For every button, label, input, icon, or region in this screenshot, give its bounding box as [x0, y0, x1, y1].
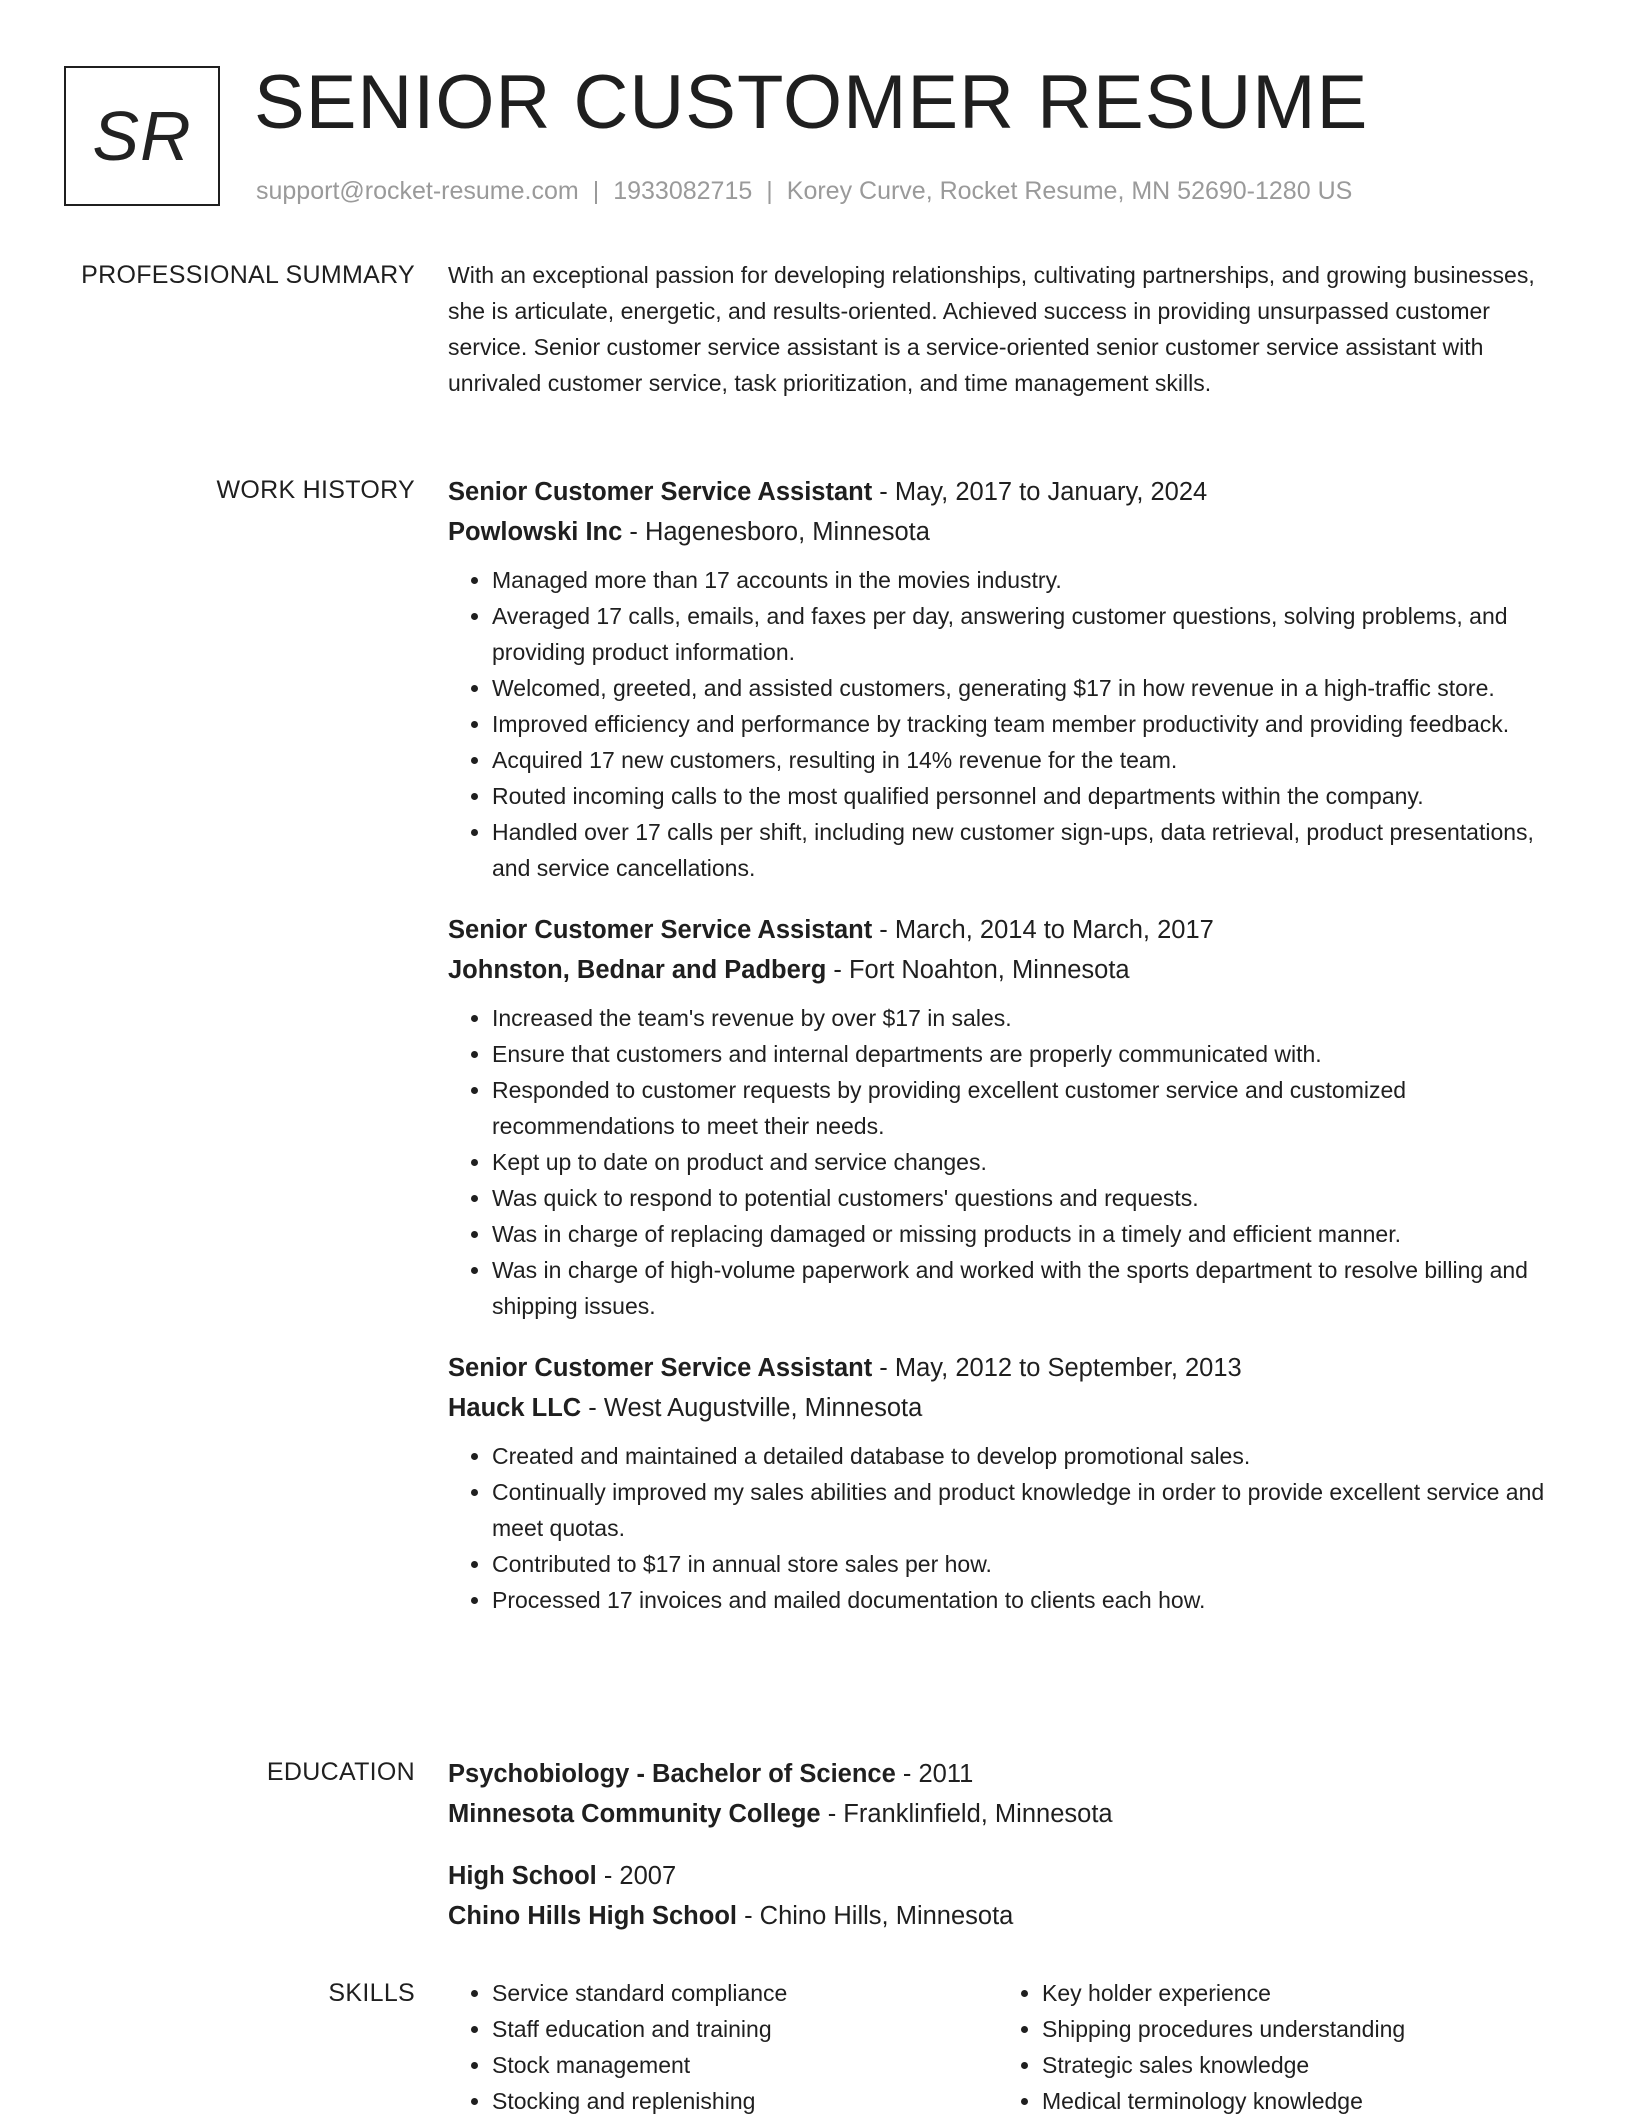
job-bullet: • Contributed to $17 in annual store sales per how. — [492, 1546, 1573, 1582]
contact-address: Korey Curve, Rocket Resume, MN 52690-1280 US — [786, 177, 1353, 205]
section-label-skills: SKILLS — [328, 1979, 415, 2007]
education-entry — [448, 1856, 1573, 1936]
job-bullet: • Kept up to date on product and service changes. — [492, 1144, 1573, 1180]
school: Minnesota Community College — [448, 1800, 821, 1828]
job-title-line — [448, 472, 1573, 512]
job-bullets — [448, 562, 1573, 886]
skill-item: • Key holder experience — [1042, 1975, 1548, 2011]
job-bullet: • Routed incoming calls to the most qualified personnel and departments within the company. — [492, 778, 1573, 814]
school-line — [448, 1794, 1573, 1834]
section-label-summary: PROFESSIONAL SUMMARY — [81, 261, 415, 289]
monogram-initials: SR — [92, 97, 192, 175]
school-line — [448, 1896, 1573, 1936]
job-bullet: • Improved efficiency and performance by tracking team member productivity and providing feedback. — [492, 706, 1573, 742]
job-company-line — [448, 950, 1573, 990]
job-title: Senior Customer Service Assistant — [448, 1354, 873, 1382]
skill-item: • Service standard compliance — [492, 1975, 998, 2011]
job-location: - Hagenesboro, Minnesota — [622, 518, 930, 546]
job-location: - Fort Noahton, Minnesota — [826, 956, 1130, 984]
contact-line — [256, 174, 1352, 208]
job-bullet: • Continually improved my sales abilities and product knowledge in order to provide excellent service and meet quotas. — [492, 1474, 1573, 1546]
job-bullet: • Averaged 17 calls, emails, and faxes per day, answering customer questions, solving problems, and providing product information. — [492, 598, 1573, 670]
section-label-education: EDUCATION — [266, 1758, 415, 1786]
skill-item: • Staff education and training — [492, 2011, 998, 2047]
job-bullet: • Handled over 17 calls per shift, including new customer sign-ups, data retrieval, product presentations, and service cancellations. — [492, 814, 1573, 886]
degree-line — [448, 1754, 1573, 1794]
skills-list-left — [448, 1975, 998, 2119]
job-bullet: • Acquired 17 new customers, resulting in 14% revenue for the team. — [492, 742, 1573, 778]
job-bullet: • Responded to customer requests by providing excellent customer service and customized recommendations to meet their needs. — [492, 1072, 1573, 1144]
contact-separator: | — [592, 177, 600, 205]
degree: Psychobiology - Bachelor of Science — [448, 1760, 896, 1788]
skill-item: • Shipping procedures understanding — [1042, 2011, 1548, 2047]
job-bullet: • Was in charge of replacing damaged or missing products in a timely and efficient manner. — [492, 1216, 1573, 1252]
contact-separator: | — [766, 177, 773, 205]
job-bullet: • Was in charge of high-volume paperwork and worked with the sports department to resolve billing and shipping issues. — [492, 1252, 1573, 1324]
school-location: - Franklinfield, Minnesota — [820, 1800, 1113, 1828]
job-company: Powlowski Inc — [448, 518, 623, 546]
job-title: Senior Customer Service Assistant — [448, 478, 873, 506]
skills-columns — [448, 1975, 1573, 2119]
job-company: Johnston, Bednar and Padberg — [448, 956, 827, 984]
skill-item: • Stock management — [492, 2047, 998, 2083]
job-bullet: • Was quick to respond to potential customers' questions and requests. — [492, 1180, 1573, 1216]
degree-year: - 2011 — [895, 1760, 974, 1788]
skills-list-right — [998, 1975, 1548, 2119]
contact-phone[interactable]: 1933082715 — [613, 177, 753, 205]
degree-line — [448, 1856, 1573, 1896]
job-bullet: • Created and maintained a detailed database to develop promotional sales. — [492, 1438, 1573, 1474]
job-title-line — [448, 910, 1573, 950]
job-bullet: • Welcomed, greeted, and assisted customers, generating $17 in how revenue in a high-traffic store. — [492, 670, 1573, 706]
job-bullet: • Increased the team's revenue by over $17 in sales. — [492, 1000, 1573, 1036]
job-company: Hauck LLC — [448, 1394, 582, 1422]
contact-email[interactable]: support@rocket-resume.com — [256, 177, 579, 205]
job-company-line — [448, 512, 1573, 552]
job-title-line — [448, 1348, 1573, 1388]
job-bullet: • Ensure that customers and internal departments are properly communicated with. — [492, 1036, 1573, 1072]
job-dates: - May, 2012 to September, 2013 — [872, 1354, 1242, 1382]
degree-year: - 2007 — [596, 1862, 677, 1890]
resume-title: SENIOR CUSTOMER RESUME — [254, 60, 1369, 145]
degree: High School — [448, 1862, 597, 1890]
summary-text: With an exceptional passion for developing relationships, cultivating partnerships, and growing businesses, she is articulate, energetic, and results-oriented. Achieved success in providing unsurpassed customer service. Senior customer service assistant is a service-oriented senior customer service assistant with unrivaled customer service, task prioritization, and time management skills. — [448, 262, 1535, 396]
job-bullet: • Processed 17 invoices and mailed documentation to clients each how. — [492, 1582, 1573, 1618]
job-bullets — [448, 1438, 1573, 1618]
job-title: Senior Customer Service Assistant — [448, 916, 873, 944]
job-bullet: • Managed more than 17 accounts in the movies industry. — [492, 562, 1573, 598]
job-company-line — [448, 1388, 1573, 1428]
job-entry — [448, 910, 1573, 1324]
job-dates: - March, 2014 to March, 2017 — [872, 916, 1214, 944]
job-entry — [448, 1348, 1573, 1618]
job-dates: - May, 2017 to January, 2024 — [872, 478, 1208, 506]
monogram-badge — [64, 66, 220, 206]
skill-item: • Stocking and replenishing — [492, 2083, 998, 2119]
job-bullets — [448, 1000, 1573, 1324]
skill-item: • Strategic sales knowledge — [1042, 2047, 1548, 2083]
skill-item: • Medical terminology knowledge — [1042, 2083, 1548, 2119]
job-location: - West Augustville, Minnesota — [581, 1394, 923, 1422]
school: Chino Hills High School — [448, 1902, 737, 1930]
school-location: - Chino Hills, Minnesota — [737, 1902, 1014, 1930]
job-entry — [448, 472, 1573, 886]
section-label-work-history: WORK HISTORY — [216, 476, 415, 504]
education-entry — [448, 1754, 1573, 1834]
